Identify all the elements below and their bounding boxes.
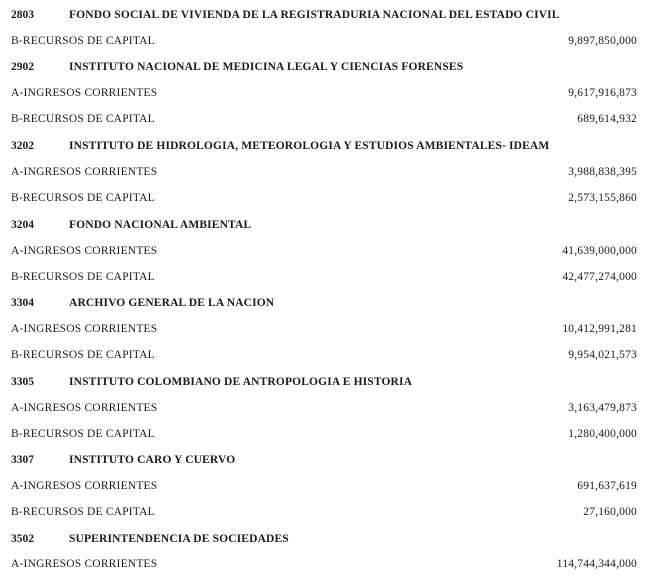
entity-code: 3202 <box>11 140 34 152</box>
revenue-line-amount: 9,617,916,873 <box>568 87 637 99</box>
revenue-line-amount: 3,988,838,395 <box>568 166 637 178</box>
revenue-line-label: A-INGRESOS CORRIENTES <box>11 480 158 492</box>
revenue-line-amount: 10,412,991,281 <box>562 323 637 335</box>
entity-header-row <box>0 290 655 316</box>
entity-name: FONDO SOCIAL DE VIVIENDA DE LA REGISTRADURIA NACIONAL DEL ESTADO CIVIL <box>69 9 560 21</box>
revenue-line-row <box>0 316 655 342</box>
revenue-line-label: A-INGRESOS CORRIENTES <box>11 245 158 257</box>
revenue-line-row <box>0 421 655 447</box>
entity-name: INSTITUTO COLOMBIANO DE ANTROPOLOGIA E HISTORIA <box>69 376 413 388</box>
revenue-line-row <box>0 264 655 290</box>
entity-header-row <box>0 447 655 473</box>
entity-header-row <box>0 2 655 28</box>
entity-name: INSTITUTO DE HIDROLOGIA, METEOROLOGIA Y ESTUDIOS AMBIENTALES- IDEAM <box>69 140 550 152</box>
revenue-line-label: B-RECURSOS DE CAPITAL <box>11 113 155 125</box>
entity-code: 2902 <box>11 61 34 73</box>
revenue-line-label: A-INGRESOS CORRIENTES <box>11 323 158 335</box>
revenue-line-label: A-INGRESOS CORRIENTES <box>11 87 158 99</box>
revenue-line-amount: 2,573,155,860 <box>568 192 637 204</box>
revenue-line-row <box>0 395 655 421</box>
revenue-line-label: B-RECURSOS DE CAPITAL <box>11 428 155 440</box>
entity-header-row <box>0 369 655 395</box>
revenue-line-amount: 41,639,000,000 <box>562 245 637 257</box>
revenue-line-label: B-RECURSOS DE CAPITAL <box>11 271 155 283</box>
entity-code: 3304 <box>11 297 34 309</box>
revenue-line-amount: 691,637,619 <box>577 480 637 492</box>
revenue-line-row <box>0 473 655 499</box>
revenue-line-label: B-RECURSOS DE CAPITAL <box>11 349 155 361</box>
entity-header-row <box>0 54 655 80</box>
revenue-line-amount: 27,160,000 <box>583 506 637 518</box>
entity-code: 3502 <box>11 533 34 545</box>
revenue-line-label: B-RECURSOS DE CAPITAL <box>11 506 155 518</box>
revenue-line-amount: 9,897,850,000 <box>568 35 637 47</box>
revenue-line-row <box>0 185 655 211</box>
revenue-line-row <box>0 238 655 264</box>
entity-code: 3307 <box>11 454 34 466</box>
entity-name: SUPERINTENDENCIA DE SOCIEDADES <box>69 533 289 545</box>
entity-header-row <box>0 133 655 159</box>
revenue-line-amount: 9,954,021,573 <box>568 349 637 361</box>
revenue-line-row <box>0 342 655 368</box>
entity-name: INSTITUTO CARO Y CUERVO <box>69 454 236 466</box>
revenue-line-amount: 1,280,400,000 <box>568 428 637 440</box>
entity-code: 3204 <box>11 219 34 231</box>
revenue-line-amount: 3,163,479,873 <box>568 402 637 414</box>
revenue-line-row <box>0 80 655 106</box>
revenue-line-row <box>0 499 655 525</box>
revenue-line-label: A-INGRESOS CORRIENTES <box>11 558 158 570</box>
entity-code: 2803 <box>11 9 34 21</box>
entity-name: INSTITUTO NACIONAL DE MEDICINA LEGAL Y CIENCIAS FORENSES <box>69 61 464 73</box>
revenue-line-row <box>0 551 655 577</box>
revenue-line-row <box>0 28 655 54</box>
revenue-line-amount: 689,614,932 <box>577 113 637 125</box>
entity-header-row <box>0 212 655 238</box>
revenue-line-label: A-INGRESOS CORRIENTES <box>11 166 158 178</box>
entity-name: FONDO NACIONAL AMBIENTAL <box>69 219 252 231</box>
revenue-line-label: A-INGRESOS CORRIENTES <box>11 402 158 414</box>
revenue-line-amount: 114,744,344,000 <box>556 558 637 570</box>
revenue-line-amount: 42,477,274,000 <box>562 271 637 283</box>
entity-code: 3305 <box>11 376 34 388</box>
revenue-line-row <box>0 159 655 185</box>
revenue-line-row <box>0 106 655 132</box>
revenue-line-label: B-RECURSOS DE CAPITAL <box>11 35 155 47</box>
revenue-line-label: B-RECURSOS DE CAPITAL <box>11 192 155 204</box>
entity-header-row <box>0 526 655 552</box>
entity-name: ARCHIVO GENERAL DE LA NACION <box>69 297 275 309</box>
